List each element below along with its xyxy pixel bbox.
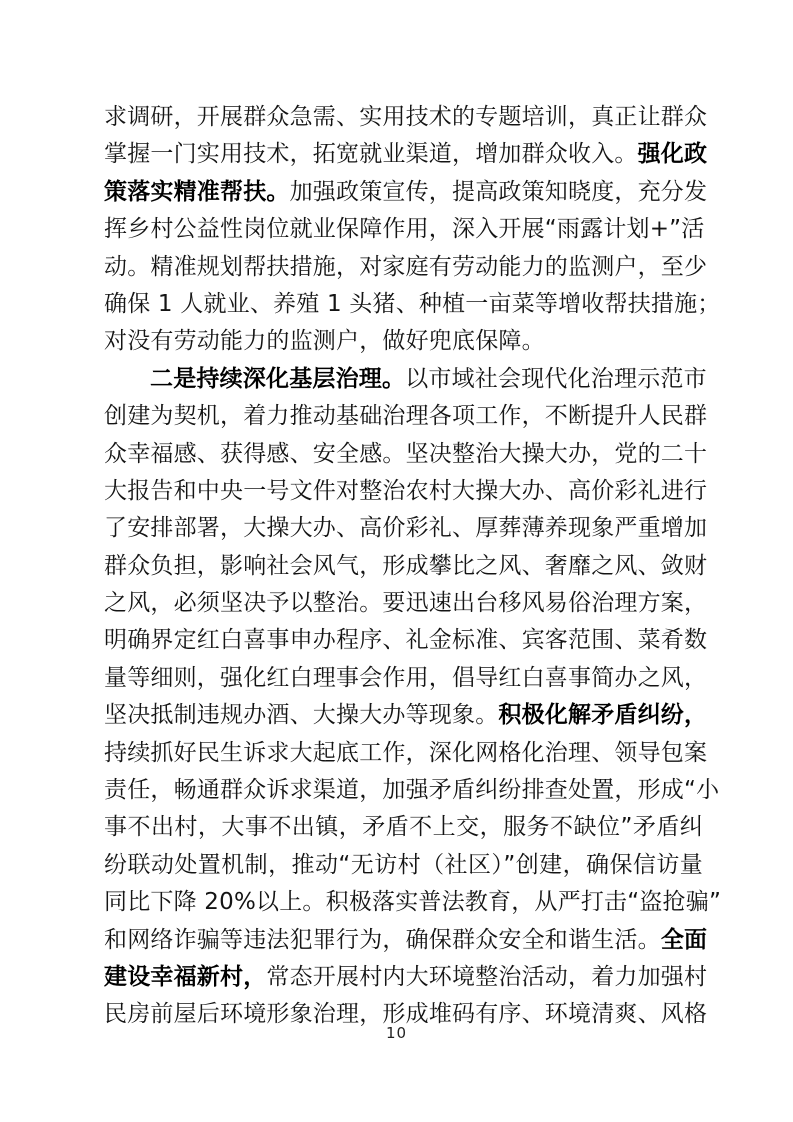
bold-text-run: 策落实精准帮扶。	[104, 178, 290, 205]
text-run: 坚决抵制违规办酒、大操大办等现象。	[104, 702, 499, 729]
text-line	[104, 585, 708, 622]
text-run: 以市域社会现代化治理示范市	[405, 365, 707, 392]
text-run: 众幸福感、获得感、安全感。坚决整治大操大办，党的二十	[104, 440, 708, 467]
text-line	[104, 174, 708, 211]
text-run: 群众负担，影响社会风气，形成攀比之风、奢靡之风、敛财	[104, 552, 708, 579]
text-line	[104, 809, 703, 846]
text-line	[104, 361, 707, 398]
text-line	[104, 922, 708, 959]
text-run: 之风，必须坚决予以整治。要迅速出台移风易俗治理方案，	[104, 590, 708, 617]
bold-text-run: 二是持续深化基层治理。	[150, 365, 406, 392]
text-run: 大报告和中央一号文件对整治农村大操大办、高价彩礼进行	[104, 477, 708, 504]
text-line	[104, 622, 708, 659]
text-run: 了安排部署，大操大办、高价彩礼、厚葬薄养现象严重增加	[104, 515, 708, 542]
text-line	[104, 249, 708, 286]
text-run: 明确界定红白喜事申办程序、礼金标准、宾客范围、菜肴数	[104, 627, 708, 654]
text-line	[104, 660, 708, 697]
text-run: 对没有劳动能力的监测户，做好兜底保障。	[104, 328, 545, 355]
text-line	[104, 735, 708, 772]
bold-text-run: 强化政	[637, 141, 708, 168]
text-line	[104, 697, 708, 734]
bold-text-run: 全面	[660, 926, 708, 953]
text-run: 挥乡村公益性岗位就业保障作用，深入开展“雨露计划+”活	[104, 216, 705, 243]
text-line	[104, 398, 708, 435]
page-number: 10	[385, 1024, 408, 1042]
text-line	[104, 548, 708, 585]
text-line	[104, 510, 708, 547]
text-run: 创建为契机，着力推动基础治理各项工作，不断提升人民群	[104, 403, 708, 430]
text-run: 加强政策宣传，提高政策知晓度，充分发	[289, 178, 708, 205]
text-run: 和网络诈骗等违法犯罪行为，确保群众安全和谐生活。	[104, 926, 661, 953]
bold-text-run: 积极化解矛盾纠纷，	[498, 702, 708, 729]
text-run: 求调研，开展群众急需、实用技术的专题培训，真正让群众	[104, 104, 708, 130]
text-line	[104, 473, 708, 510]
text-line	[104, 99, 708, 136]
text-line	[104, 772, 720, 809]
text-line	[104, 847, 703, 884]
text-run: 纷联动处置机制，推动“无访村（社区）”创建，确保信访量	[104, 851, 703, 878]
text-line	[104, 884, 722, 921]
text-block	[104, 99, 722, 1034]
text-line	[104, 436, 708, 473]
text-run: 掌握一门实用技术，拓宽就业渠道，增加群众收入。	[104, 141, 638, 168]
text-run: 同比下降 20%以上。积极落实普法教育，从严打击“盗抢骗”	[104, 889, 722, 916]
text-line	[104, 323, 703, 360]
text-run: 确保 1 人就业、养殖 1 头猪、种植一亩菜等增收帮扶措施；	[104, 290, 721, 317]
text-line	[104, 211, 703, 248]
text-run: 事不出村，大事不出镇，矛盾不上交，服务不缺位”矛盾纠	[104, 814, 703, 841]
text-run: 量等细则，强化红白理事会作用，倡导红白喜事简办之风，	[104, 664, 708, 691]
text-line	[104, 136, 708, 173]
text-run: 责任，畅通群众诉求渠道，加强矛盾纠纷排查处置，形成“小	[104, 777, 720, 804]
text-run: 动。精准规划帮扶措施，对家庭有劳动能力的监测户，至少	[104, 253, 708, 280]
text-run: 持续抓好民生诉求大起底工作，深化网格化治理、领导包案	[104, 739, 708, 766]
text-line	[104, 286, 721, 323]
text-run: 民房前屋后环境形象治理，形成堆码有序、环境清爽、风格	[104, 1001, 708, 1028]
bold-text-run: 建设幸福新村，	[104, 963, 267, 990]
text-line	[104, 959, 708, 996]
text-run: 常态开展村内大环境整治活动，着力加强村	[266, 963, 708, 990]
